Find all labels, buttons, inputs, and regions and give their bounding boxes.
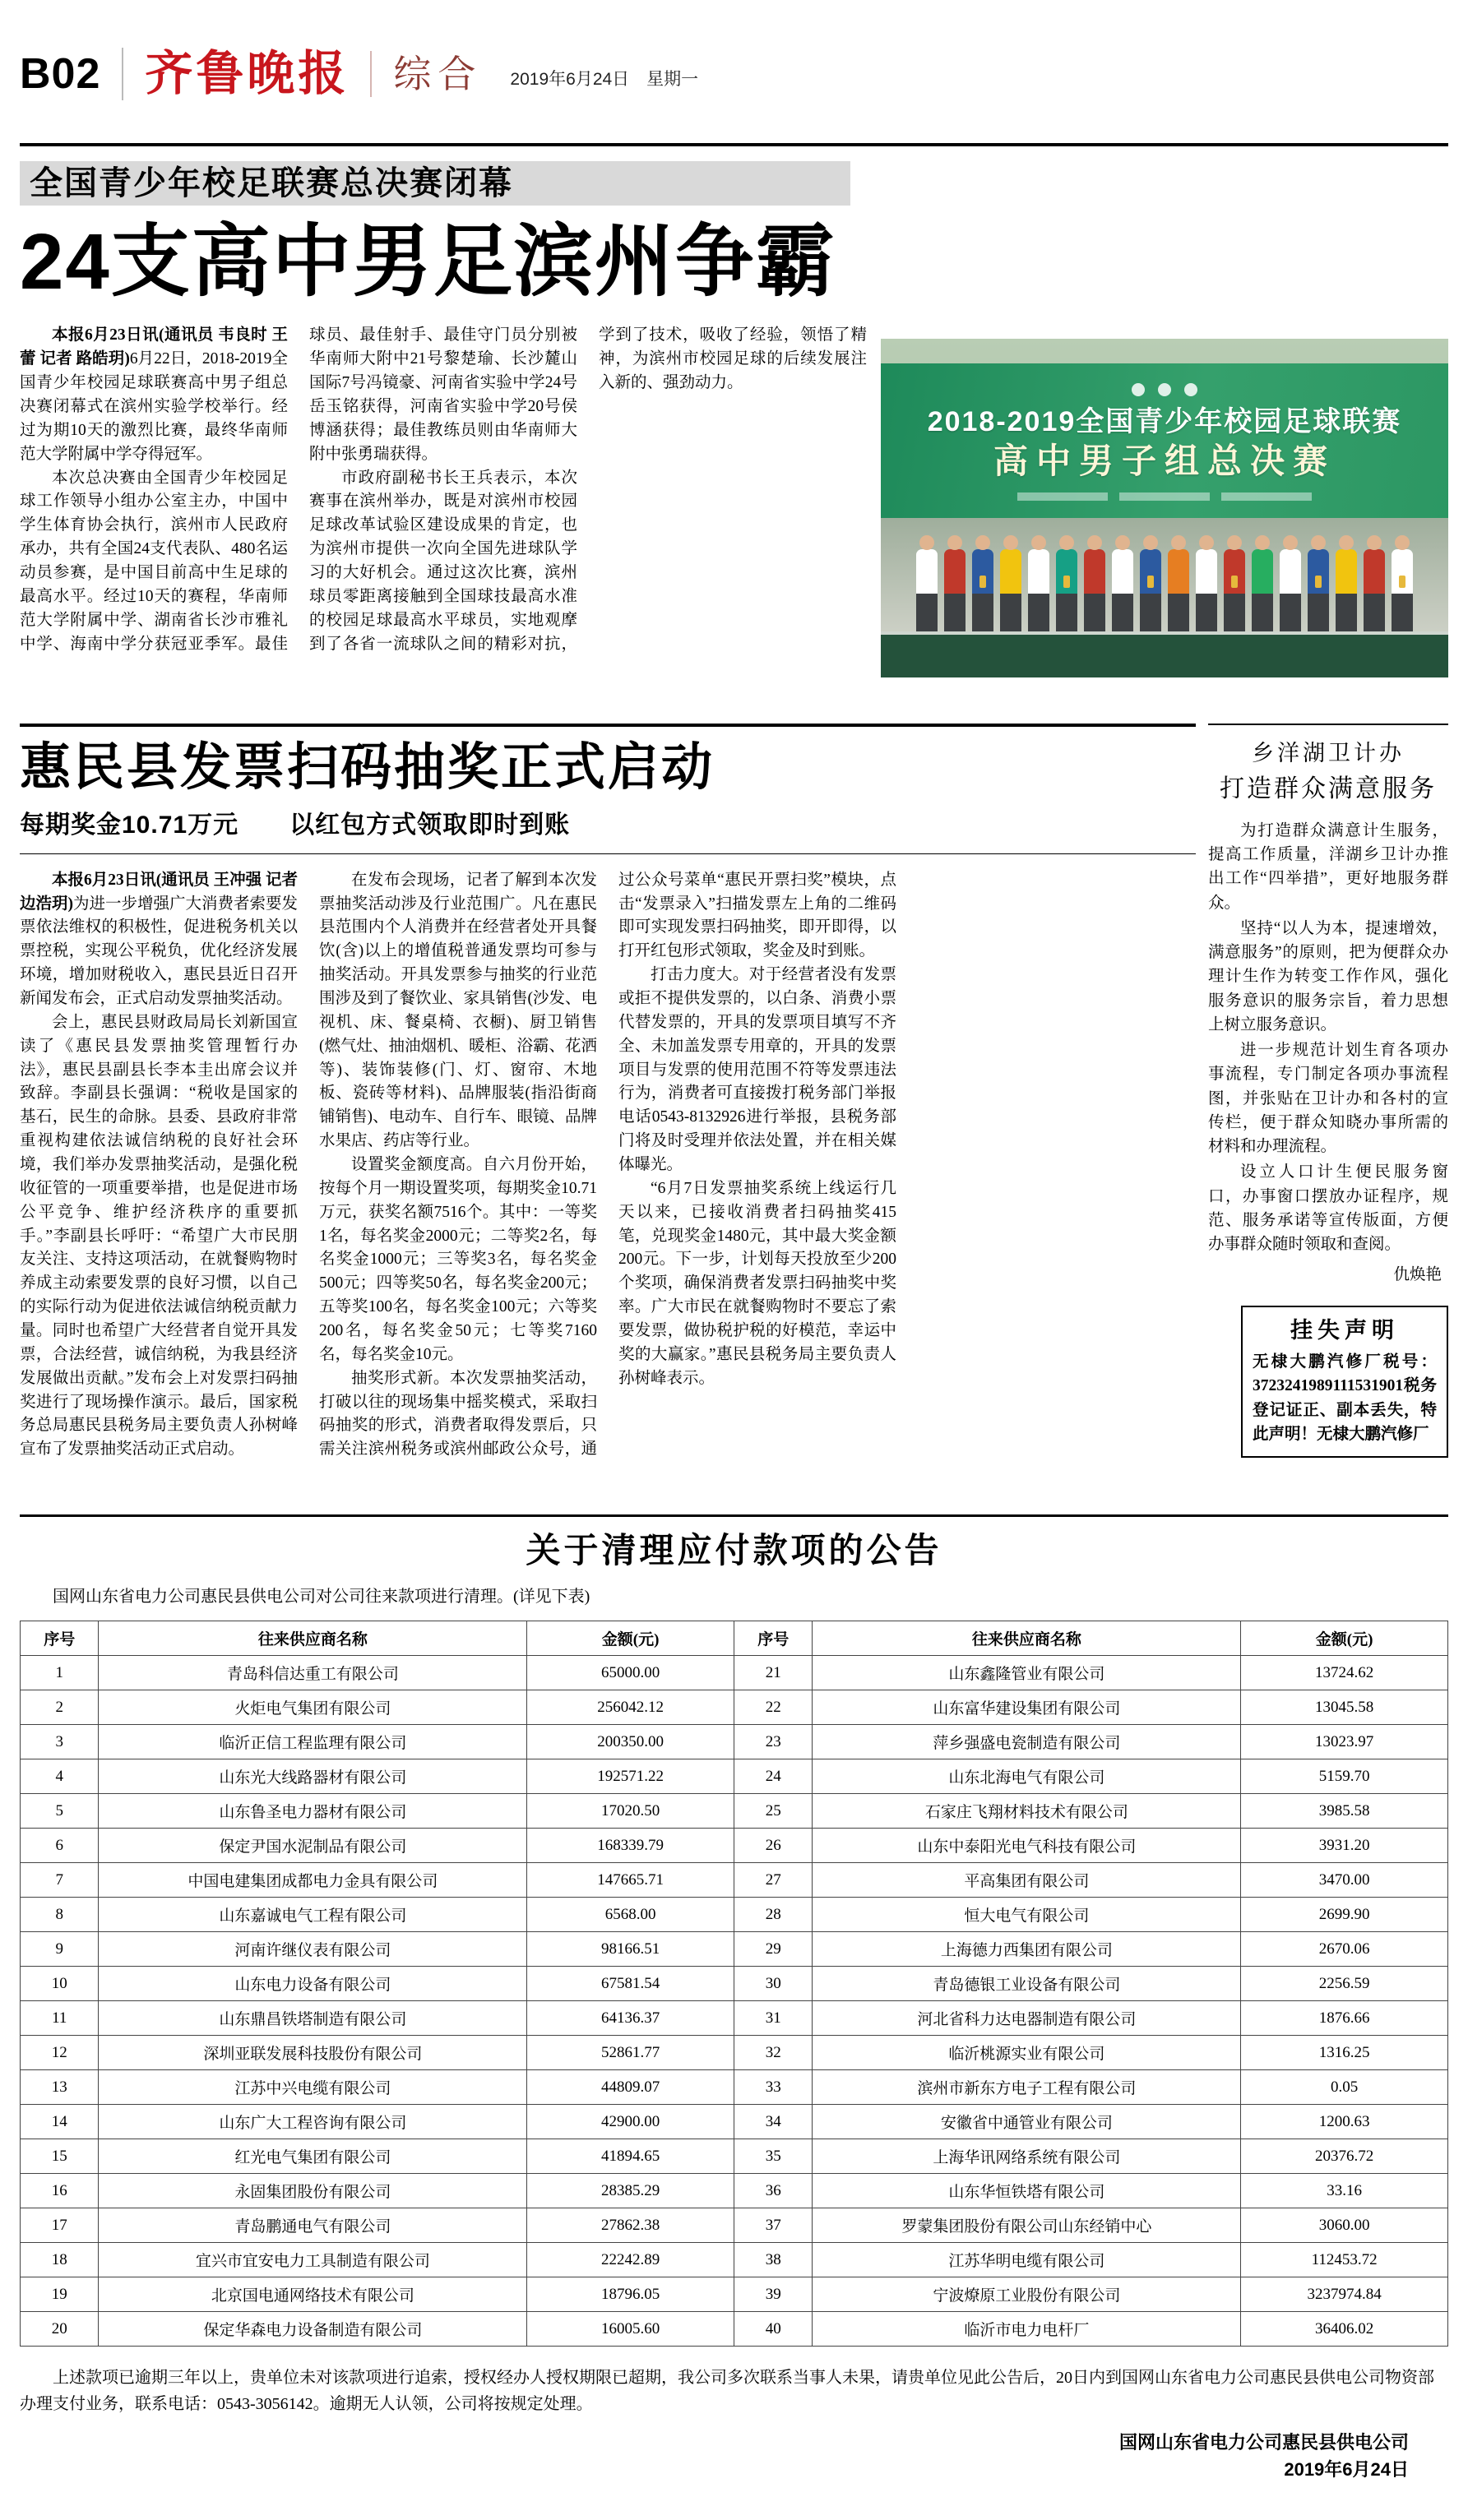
table-cell: 山东嘉诚电气工程有限公司 xyxy=(99,1898,527,1932)
header-divider xyxy=(370,51,372,97)
table-cell: 28385.29 xyxy=(527,2174,734,2208)
table-row xyxy=(21,2208,1448,2243)
lost-notice-body: 无棣大鹏汽修厂税号：3723241989111531901税务登记证正、副本丢失，特此声明！无棣大鹏汽修厂 xyxy=(1253,1353,1437,1443)
table-cell: 168339.79 xyxy=(527,1829,734,1863)
table-cell: 山东中泰阳光电气科技有限公司 xyxy=(813,1829,1241,1863)
table-cell: 山东北海电气有限公司 xyxy=(813,1759,1241,1794)
table-cell: 39 xyxy=(734,2277,812,2312)
table-cell: 67581.54 xyxy=(527,1967,734,2001)
person-figure xyxy=(1168,549,1189,635)
table-cell: 16005.60 xyxy=(527,2312,734,2347)
table-cell: 20376.72 xyxy=(1241,2139,1448,2174)
table-row xyxy=(21,1690,1448,1725)
table-cell: 33 xyxy=(734,2070,812,2105)
person-figure xyxy=(1280,549,1301,635)
table-cell: 1316.25 xyxy=(1241,2036,1448,2070)
table-cell: 11 xyxy=(21,2001,99,2036)
table-cell: 上海华讯网络系统有限公司 xyxy=(813,2139,1241,2174)
table-cell: 宁波燎原工业股份有限公司 xyxy=(813,2277,1241,2312)
table-cell: 临沂桃源实业有限公司 xyxy=(813,2036,1241,2070)
table-row xyxy=(21,2139,1448,2174)
article1 xyxy=(20,143,1448,677)
table-cell: 石家庄飞翔材料技术有限公司 xyxy=(813,1794,1241,1829)
table-cell: 恒大电气有限公司 xyxy=(813,1898,1241,1932)
table-cell: 火炬电气集团有限公司 xyxy=(99,1690,527,1725)
table-cell: 山东鑫隆管业有限公司 xyxy=(813,1656,1241,1690)
table-cell: 27 xyxy=(734,1863,812,1898)
table-cell: 64136.37 xyxy=(527,2001,734,2036)
table-cell: 12 xyxy=(21,2036,99,2070)
article2-subhead: 每期奖金10.71万元 以红包方式领取即时到账 xyxy=(20,811,1196,854)
table-cell: 38 xyxy=(734,2243,812,2277)
table-cell: 3 xyxy=(21,1725,99,1759)
table-cell: 7 xyxy=(21,1863,99,1898)
table-header-cell: 金额(元) xyxy=(527,1621,734,1656)
table-cell: 65000.00 xyxy=(527,1656,734,1690)
person-figure xyxy=(1028,549,1049,635)
table-cell: 1200.63 xyxy=(1241,2105,1448,2139)
table-cell: 临沂正信工程监理有限公司 xyxy=(99,1725,527,1759)
article1-headline: 24支高中男足滨州争霸 xyxy=(20,218,836,306)
table-cell: 27862.38 xyxy=(527,2208,734,2243)
table-cell: 1 xyxy=(21,1656,99,1690)
announcement-signature xyxy=(20,2429,1448,2483)
table-cell: 1876.66 xyxy=(1241,2001,1448,2036)
table-cell: 31 xyxy=(734,2001,812,2036)
table-cell: 萍乡强盛电瓷制造有限公司 xyxy=(813,1725,1241,1759)
table-cell: 16 xyxy=(21,2174,99,2208)
table-row xyxy=(21,1794,1448,1829)
table-cell: 32 xyxy=(734,2036,812,2070)
table-cell: 江苏华明电缆有限公司 xyxy=(813,2243,1241,2277)
table-row xyxy=(21,1932,1448,1967)
banner-title-line1: 2018-2019全国青少年校园足球联赛 xyxy=(927,406,1402,438)
table-cell: 安徽省中通管业有限公司 xyxy=(813,2105,1241,2139)
person-figure xyxy=(916,549,938,635)
table-cell: 青岛德银工业设备有限公司 xyxy=(813,1967,1241,2001)
article1-lead-paragraph xyxy=(20,324,288,466)
article2-paragraph: 会上，惠民县财政局局长刘新国宣读了《惠民县发票抽奖管理暂行办法》，惠民县副县长李本圭出席会议并致辞。李副县长强调：“税收是国家的基石，民生的命脉。县委、县政府非常重视构建依法诚信纳税的良好社会环境，我们举办发票抽奖活动，是强化税收征管的一项重要举措，也是促进市场公平竞争、维护经济秩序的重要抓手。”李副县长呼吁：“希望广大市民朋友关注、支持这项活动，在就餐购物时养成主动索要发票的良好习惯，以自己的实际行动为促进依法诚信纳税贡献力量。同时也希望广大经营者自觉开具发票，合法经营，诚信纳税，为我县经济发展做出贡献。”发布会上对发票扫码抽奖进行了现场操作演示。最后，国家税务总局惠民县税务局主要负责人孙树峰宣布了发票抽奖活动正式启动。 xyxy=(20,1013,298,1459)
announcement-footer: 上述款项已逾期三年以上，贵单位未对该款项进行追索，授权经办人授权期限已超期，我公司多次联系当事人未果，请贵单位见此公告后，20日内到国网山东省电力公司惠民县供电公司物资部办理支付业务，联系电话：0543-3056142。逾期无人认领，公司将按规定处理。 xyxy=(20,2369,1434,2414)
sidebar-paragraph: 设立人口计生便民服务窗口，办事窗口摆放办证程序，规范、服务承诺等宣传版面，方便办事群众随时领取和查阅。 xyxy=(1208,1163,1448,1254)
masthead-logo: 齐鲁晚报 xyxy=(145,47,350,100)
table-row xyxy=(21,2174,1448,2208)
table-cell: 14 xyxy=(21,2105,99,2139)
table-cell: 22242.89 xyxy=(527,2243,734,2277)
person-figure xyxy=(1084,549,1105,635)
table-cell: 40 xyxy=(734,2312,812,2347)
table-cell: 200350.00 xyxy=(527,1725,734,1759)
table-cell: 25 xyxy=(734,1794,812,1829)
payables-table xyxy=(20,1621,1448,2347)
table-cell: 112453.72 xyxy=(1241,2243,1448,2277)
section-title: 综合 xyxy=(393,53,483,95)
article1-content-row xyxy=(20,324,1448,677)
table-cell: 2 xyxy=(21,1690,99,1725)
table-cell: 36 xyxy=(734,2174,812,2208)
table-cell: 15 xyxy=(21,2139,99,2174)
table-cell: 52861.77 xyxy=(527,2036,734,2070)
table-cell: 13724.62 xyxy=(1241,1656,1448,1690)
table-cell: 13023.97 xyxy=(1241,1725,1448,1759)
table-row xyxy=(21,1898,1448,1932)
sidebar-paragraph: 坚持“以人为本，提速增效，满意服务”的原则，把为便群众办理计生作为转变工作作风，强化服务意识的服务宗旨，着力思想上树立服务意识。 xyxy=(1208,919,1448,1033)
table-row xyxy=(21,1829,1448,1863)
table-cell: 9 xyxy=(21,1932,99,1967)
table-cell: 6568.00 xyxy=(527,1898,734,1932)
table-cell: 28 xyxy=(734,1898,812,1932)
photo-banner xyxy=(881,363,1448,536)
article2-lead-text: 为进一步增强广大消费者索要发票依法维权的积极性，促进税务机关以票控税，实现公平税负，优化经济发展环境，增加财税收入，惠民县近日召开新闻发布会，正式启动发票抽奖活动。 xyxy=(20,895,299,1007)
table-cell: 深圳亚联发展科技股份有限公司 xyxy=(99,2036,527,2070)
table-cell: 山东鼎昌铁塔制造有限公司 xyxy=(99,2001,527,2036)
banner-title-line2: 高中男子组总决赛 xyxy=(993,441,1336,480)
announcement xyxy=(20,1514,1448,2483)
sidebar-article xyxy=(1208,724,1448,1481)
issue-date: 2019年6月24日 星期一 xyxy=(510,70,699,90)
table-row xyxy=(21,2001,1448,2036)
table-row xyxy=(21,1967,1448,2001)
person-figure xyxy=(1196,549,1217,635)
table-row xyxy=(21,1656,1448,1690)
table-cell: 2670.06 xyxy=(1241,1932,1448,1967)
person-figure xyxy=(1056,549,1077,635)
article2-lead-paragraph xyxy=(20,869,298,1011)
table-cell: 36406.02 xyxy=(1241,2312,1448,2347)
table-cell: 平高集团有限公司 xyxy=(813,1863,1241,1898)
table-cell: 18 xyxy=(21,2243,99,2277)
table-cell: 山东华恒铁塔有限公司 xyxy=(813,2174,1241,2208)
table-cell: 滨州市新东方电子工程有限公司 xyxy=(813,2070,1241,2105)
sidebar-body xyxy=(1208,819,1448,1257)
sidebar-byline: 仇焕艳 xyxy=(1393,1266,1442,1284)
article2-headline: 惠民县发票扫码抽奖正式启动 xyxy=(20,739,715,797)
table-cell: 河北省科力达电器制造有限公司 xyxy=(813,2001,1241,2036)
table-cell: 宜兴市宜安电力工具制造有限公司 xyxy=(99,2243,527,2277)
table-row xyxy=(21,1863,1448,1898)
person-figure xyxy=(1252,549,1273,635)
table-cell: 192571.22 xyxy=(527,1759,734,1794)
table-cell: 山东光大线路器材有限公司 xyxy=(99,1759,527,1794)
table-cell: 山东广大工程咨询有限公司 xyxy=(99,2105,527,2139)
table-cell: 3237974.84 xyxy=(1241,2277,1448,2312)
table-cell: 0.05 xyxy=(1241,2070,1448,2105)
person-figure xyxy=(944,549,966,635)
article1-body xyxy=(20,324,867,677)
person-figure xyxy=(1112,549,1133,635)
article1-byline: 本报6月23日讯(通讯员 韦良时 王蕾 记者 路皓玥) xyxy=(20,326,288,368)
table-header-cell: 序号 xyxy=(21,1621,99,1656)
article2-paragraph: 在发布会现场，记者了解到本次发票抽奖活动涉及行业范围广。凡在惠民县范围内个人消费并在经营者处开具餐饮(含)以上的增值税普通发票均可参与抽奖活动。开具发票参与抽奖的行业范围涉及到了餐饮业、家具销售(沙发、电视机、床、餐桌椅、衣橱)、厨卫销售(燃气灶、抽油烟机、暖柜、浴霸、花洒等)、装饰装修(门、灯、窗帘、木地板、瓷砖等材料)、品牌服装(指沿街商铺销售)、电动车、自行车、眼镜、品牌水果店、药店等行业。 xyxy=(319,871,597,1150)
person-figure xyxy=(972,549,993,635)
table-cell: 8 xyxy=(21,1898,99,1932)
table-cell: 147665.71 xyxy=(527,1863,734,1898)
table-row xyxy=(21,2312,1448,2347)
table-row xyxy=(21,2036,1448,2070)
table-row xyxy=(21,1725,1448,1759)
table-cell: 18796.05 xyxy=(527,2277,734,2312)
article2-paragraph: 设置奖金额度高。自六月份开始，按每个月一期设置奖项，每期奖金10.71万元，获奖名额7516个。其中：一等奖1名，每名奖金2000元；二等奖2名，每名奖金1000元；三等奖3名，每名奖金500元；四等奖50名，每名奖金200元；五等奖100名，每名奖金100元；六等奖200名，每名奖金50元；七等奖7160名，每名奖金10元。 xyxy=(319,1156,597,1363)
table-cell: 青岛鹏通电气有限公司 xyxy=(99,2208,527,2243)
table-cell: 2256.59 xyxy=(1241,1967,1448,2001)
article2-byline: 本报6月23日讯(通讯员 王冲强 记者 边浩玥) xyxy=(20,871,298,913)
signature-date: 2019年6月24日 xyxy=(1284,2459,1409,2481)
table-cell: 19 xyxy=(21,2277,99,2312)
page-header xyxy=(20,0,1448,120)
article2 xyxy=(20,724,1196,1481)
table-header-cell: 往来供应商名称 xyxy=(99,1621,527,1656)
table-cell: 保定尹国水泥制品有限公司 xyxy=(99,1829,527,1863)
table-cell: 41894.65 xyxy=(527,2139,734,2174)
lost-notice-box xyxy=(1241,1306,1448,1458)
table-cell: 保定华森电力设备制造有限公司 xyxy=(99,2312,527,2347)
person-figure xyxy=(1000,549,1021,635)
table-row xyxy=(21,1759,1448,1794)
table-cell: 34 xyxy=(734,2105,812,2139)
article-photo xyxy=(881,339,1448,677)
person-figure xyxy=(1392,549,1413,635)
table-cell: 35 xyxy=(734,2139,812,2174)
table-cell: 37 xyxy=(734,2208,812,2243)
table-cell: 3985.58 xyxy=(1241,1794,1448,1829)
article1-kicker: 全国青少年校足联赛总决赛闭幕 xyxy=(20,161,850,206)
table-cell: 30 xyxy=(734,1967,812,2001)
table-cell: 33.16 xyxy=(1241,2174,1448,2208)
table-header-cell: 往来供应商名称 xyxy=(813,1621,1241,1656)
table-cell: 3060.00 xyxy=(1241,2208,1448,2243)
table-header-cell: 序号 xyxy=(734,1621,812,1656)
table-cell: 29 xyxy=(734,1932,812,1967)
middle-row xyxy=(20,724,1448,1481)
article2-body xyxy=(20,869,1196,1482)
table-cell: 3470.00 xyxy=(1241,1863,1448,1898)
person-figure xyxy=(1336,549,1357,635)
sidebar-paragraph: 进一步规范计划生育各项办事流程，专门制定各项办事流程图，并张贴在卫计办和各村的宣传栏，便于群众知晓办事所需的材料和办理流程。 xyxy=(1208,1042,1448,1156)
article1-paragraph: 市政府副秘书长王兵表示，本次赛事在滨州举办，既是对滨州市校园足球改革试验区建设成果的肯定，也为滨州市提供一次向全国先进球队学习的大好机会。通过这次比赛，滨州球员零距离接触到全国球技最高水准的校园足球最高水平球员，实地观摩到了各省一流球队之间的精彩对抗，学到了技术，吸收了经验，领悟了精神，为滨州市校园足球的后续发展注入新的、强劲动力。 xyxy=(309,326,867,653)
table-cell: 98166.51 xyxy=(527,1932,734,1967)
table-cell: 21 xyxy=(734,1656,812,1690)
article2-paragraph: 打击力度大。对于经营者没有发票或拒不提供发票的，以白条、消费小票代替发票的，开具的发票项目填写不齐全、未加盖发票专用章的，开具的发票项目与发票的使用范围不符等发票违法行为，消费者可直接拨打税务部门举报电话0543-8132926进行举报，县税务部门将及时受理并依法处置，并在相关媒体曝光。 xyxy=(618,966,896,1173)
table-cell: 20 xyxy=(21,2312,99,2347)
photo-stage-front xyxy=(881,631,1448,677)
table-cell: 3931.20 xyxy=(1241,1829,1448,1863)
banner-logos xyxy=(881,383,1448,396)
table-cell: 4 xyxy=(21,1759,99,1794)
announcement-intro: 国网山东省电力公司惠民县供电公司对公司往来款项进行清理。(详见下表) xyxy=(53,1588,590,1607)
table-header-cell: 金额(元) xyxy=(1241,1621,1448,1656)
table-cell: 10 xyxy=(21,1967,99,2001)
announcement-title: 关于清理应付款项的公告 xyxy=(526,1530,942,1570)
article2-paragraph: 抽奖形式新。本次发票抽奖活动，打破以往的现场集中摇奖模式，采取扫码抽奖的形式，消费者取得发票后，只需关注滨州税务或滨州邮政公众号，通过公众号菜单“惠民开票扫奖”模块，点击“发票录入”扫描发票左上角的二维码即可实现发票扫码抽奖，即开即得，以打开红包形式领取，奖金及时到账。 xyxy=(319,871,896,1459)
table-cell: 永固集团股份有限公司 xyxy=(99,2174,527,2208)
table-cell: 44809.07 xyxy=(527,2070,734,2105)
table-cell: 26 xyxy=(734,1829,812,1863)
table-cell: 5 xyxy=(21,1794,99,1829)
table-cell: 北京国电通网络技术有限公司 xyxy=(99,2277,527,2312)
table-cell: 上海德力西集团有限公司 xyxy=(813,1932,1241,1967)
photo-crowd xyxy=(881,518,1448,640)
person-figure xyxy=(1364,549,1385,635)
table-row xyxy=(21,2277,1448,2312)
table-cell: 山东鲁圣电力器材有限公司 xyxy=(99,1794,527,1829)
table-cell: 13045.58 xyxy=(1241,1690,1448,1725)
table-cell: 2699.90 xyxy=(1241,1898,1448,1932)
table-cell: 42900.00 xyxy=(527,2105,734,2139)
sidebar-paragraph: 为打造群众满意计生服务，提高工作质量，洋湖乡卫计办推出工作“四举措”，更好地服务群众。 xyxy=(1208,821,1448,912)
table-cell: 6 xyxy=(21,1829,99,1863)
person-figure xyxy=(1308,549,1329,635)
article2-paragraph: “6月7日发票抽奖系统上线运行几天以来，已接收消费者扫码抽奖415笔，兑现奖金1480元，其中最大奖金额200元。下一步，计划每天投放至少200个奖项，确保消费者发票扫码抽奖中奖率。广大市民在就餐购物时不要忘了索要发票，做协税护税的好模范，幸运中奖的大赢家。”惠民县税务局主要负责人孙树峰表示。 xyxy=(618,1179,896,1387)
person-figure xyxy=(1224,549,1245,635)
table-cell: 24 xyxy=(734,1759,812,1794)
table-row xyxy=(21,2070,1448,2105)
person-figure xyxy=(1140,549,1161,635)
banner-sponsor-strip xyxy=(881,492,1448,501)
table-cell: 青岛科信达重工有限公司 xyxy=(99,1656,527,1690)
table-cell: 山东电力设备有限公司 xyxy=(99,1967,527,2001)
table-cell: 山东富华建设集团有限公司 xyxy=(813,1690,1241,1725)
table-cell: 17 xyxy=(21,2208,99,2243)
table-cell: 罗蒙集团股份有限公司山东经销中心 xyxy=(813,2208,1241,2243)
table-cell: 256042.12 xyxy=(527,1690,734,1725)
table-cell: 22 xyxy=(734,1690,812,1725)
table-row xyxy=(21,2105,1448,2139)
table-cell: 5159.70 xyxy=(1241,1759,1448,1794)
table-cell: 河南许继仪表有限公司 xyxy=(99,1932,527,1967)
header-divider xyxy=(122,48,123,100)
page-number: B02 xyxy=(20,50,101,98)
table-header-row xyxy=(21,1621,1448,1656)
table-cell: 中国电建集团成都电力金具有限公司 xyxy=(99,1863,527,1898)
table-cell: 23 xyxy=(734,1725,812,1759)
table-cell: 临沂市电力电杆厂 xyxy=(813,2312,1241,2347)
signature-company: 国网山东省电力公司惠民县供电公司 xyxy=(1118,2432,1409,2453)
sidebar-title-line1: 乡洋湖卫计办 xyxy=(1252,741,1405,766)
table-cell: 江苏中兴电缆有限公司 xyxy=(99,2070,527,2105)
lost-notice-title: 挂失声明 xyxy=(1290,1318,1399,1343)
table-row xyxy=(21,2243,1448,2277)
article1-lead-text: 6月22日，2018-2019全国青少年校园足球联赛高中男子组总决赛闭幕式在滨州实验学校举行。经过为期10天的激烈比赛，最终华南师范大学附属中学夺得冠军。 xyxy=(20,350,289,463)
sidebar-title-line2: 打造群众满意服务 xyxy=(1220,774,1437,802)
table-cell: 红光电气集团有限公司 xyxy=(99,2139,527,2174)
table-cell: 13 xyxy=(21,2070,99,2105)
table-cell: 17020.50 xyxy=(527,1794,734,1829)
article1-paragraph: 本次总决赛由全国青少年校园足球工作领导小组办公室主办，中国中学生体育协会执行，滨州市人民政府承办，共有全国24支代表队、480名运动员参赛，是中国目前高中生足球的最高水平。经过10天的赛程，华南师范大学附属中学、湖南省长沙市雅礼中学、海南中学分获冠亚季军。最佳球员、最佳射手、最佳守门员分别被华南师大附中21号黎楚瑜、长沙麓山国际7号冯镜豪、河南省实验中学24号岳玉铭获得，河南省实验中学20号侯博涵获得；最佳教练员则由华南师大附中张勇瑞获得。 xyxy=(20,326,577,653)
